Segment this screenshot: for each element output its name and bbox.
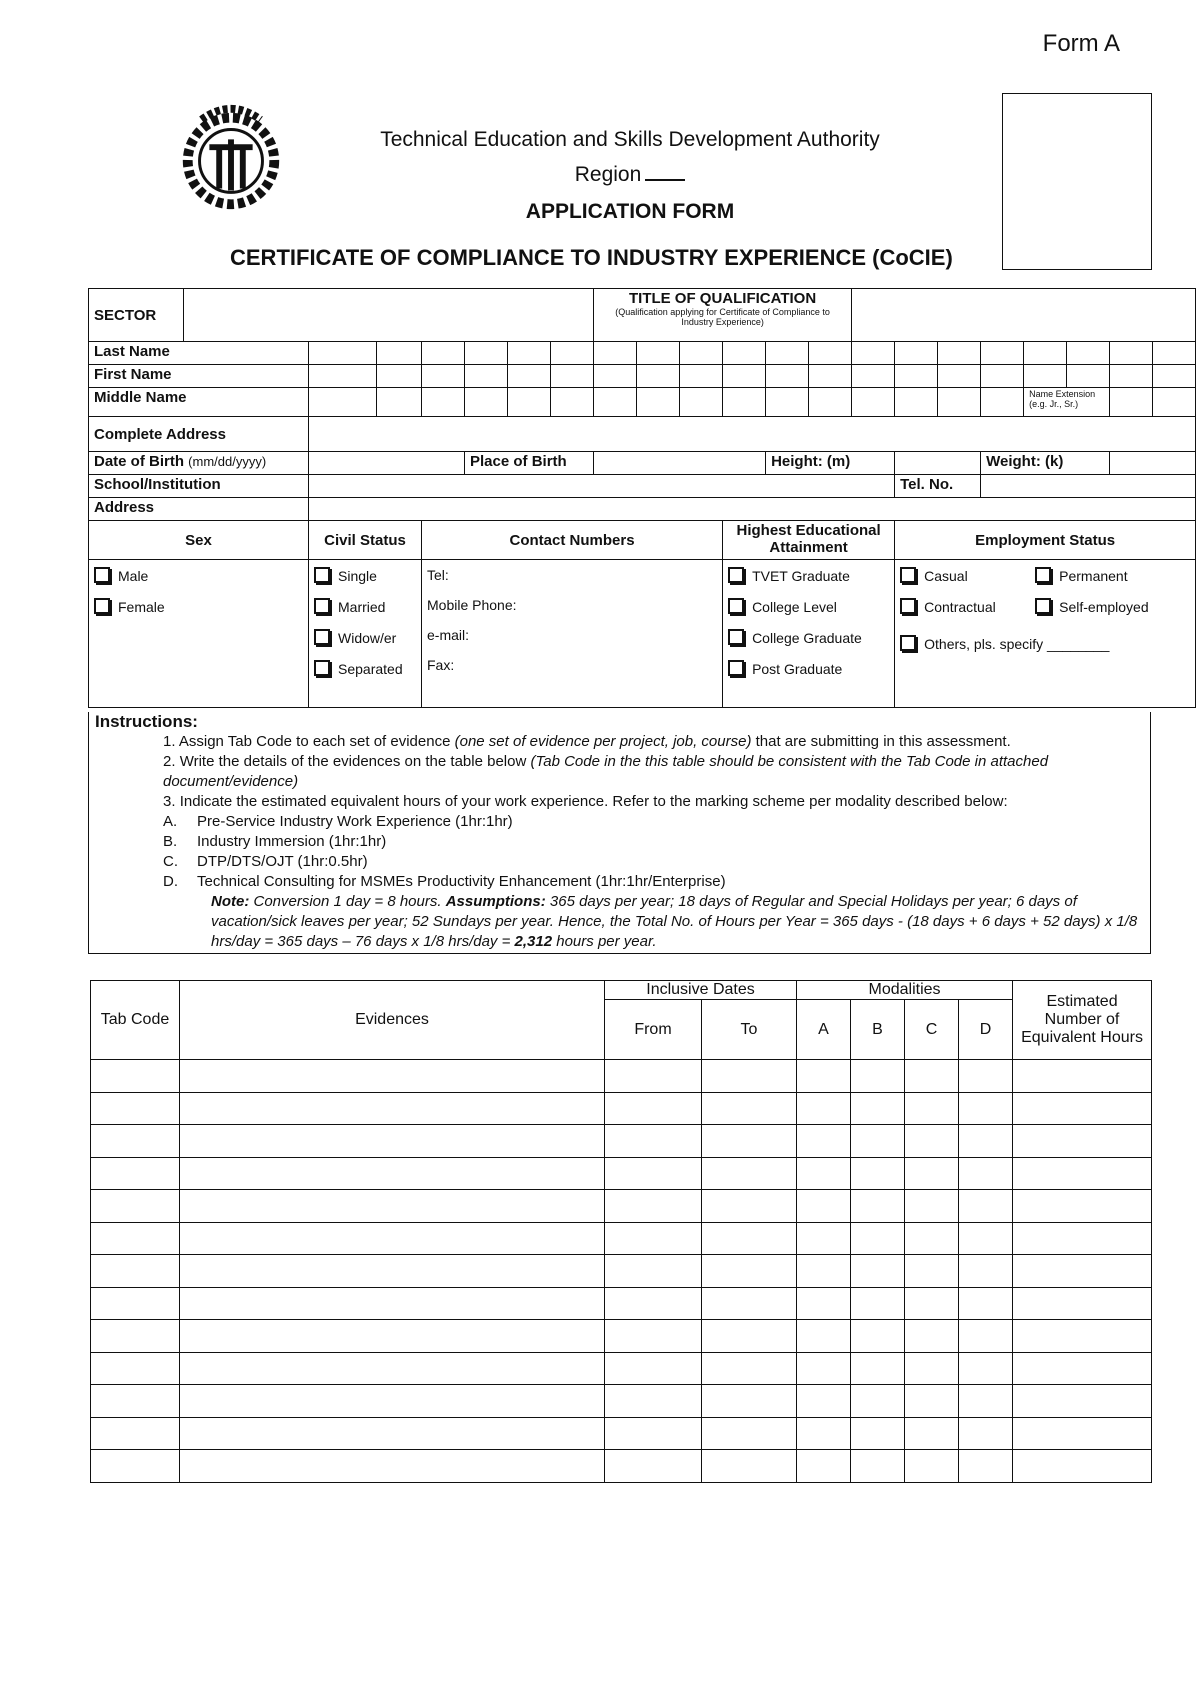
evidence-cell[interactable]	[605, 1190, 702, 1223]
photo-box[interactable]	[1002, 93, 1152, 270]
evidence-cell[interactable]	[797, 1417, 851, 1450]
first-name-label: First Name	[89, 365, 309, 388]
evidence-cell[interactable]	[91, 1190, 180, 1223]
certificate-title: CERTIFICATE OF COMPLIANCE TO INDUSTRY EXPERIENCE (CoCIE)	[230, 245, 953, 270]
checkbox-icon[interactable]	[314, 660, 330, 676]
checkbox-icon[interactable]	[728, 567, 744, 583]
civil-option-separated[interactable]: Separated	[314, 660, 416, 677]
evidence-cell[interactable]	[905, 1190, 959, 1223]
col-modalities: Modalities	[797, 981, 1013, 1000]
sector-label: SECTOR	[89, 289, 184, 342]
tel-no-input[interactable]	[981, 475, 1196, 498]
middle-name-label: Middle Name	[89, 388, 309, 417]
evidence-row	[91, 1450, 1152, 1483]
checkbox-icon[interactable]	[94, 567, 110, 583]
education-options	[723, 560, 895, 708]
evidence-cell[interactable]	[702, 1417, 797, 1450]
contact-fax[interactable]: Fax:	[427, 657, 455, 673]
evidence-cell[interactable]	[1013, 1255, 1152, 1288]
checkbox-icon[interactable]	[728, 598, 744, 614]
evidence-cell[interactable]	[1013, 1222, 1152, 1255]
evidence-row	[91, 1190, 1152, 1223]
title-qualification-text: TITLE OF QUALIFICATION	[628, 290, 817, 307]
evidence-cell[interactable]	[851, 1320, 905, 1353]
civil-option-widower[interactable]: Widow/er	[314, 629, 416, 646]
evidence-cell[interactable]	[605, 1157, 702, 1190]
evidence-cell[interactable]	[180, 1060, 605, 1093]
modalities-list	[163, 812, 1144, 892]
checkbox-icon[interactable]	[900, 635, 916, 651]
checkbox-icon[interactable]	[94, 598, 110, 614]
evidence-cell[interactable]	[702, 1157, 797, 1190]
evidence-cell[interactable]	[1013, 1125, 1152, 1158]
instructions-list	[95, 732, 1144, 892]
evidence-cell[interactable]	[851, 1060, 905, 1093]
evidence-cell[interactable]	[797, 1157, 851, 1190]
evidence-cell[interactable]	[605, 1352, 702, 1385]
checkbox-icon[interactable]	[728, 660, 744, 676]
evidence-cell[interactable]	[91, 1255, 180, 1288]
evidence-cell[interactable]	[91, 1417, 180, 1450]
evidence-cell[interactable]	[959, 1417, 1013, 1450]
evidence-cell[interactable]	[851, 1157, 905, 1190]
evidence-cell[interactable]	[797, 1222, 851, 1255]
civil-option-married[interactable]: Married	[314, 598, 416, 615]
evidence-cell[interactable]	[797, 1287, 851, 1320]
dob-text: Date of Birth	[94, 453, 184, 470]
evidence-cell[interactable]	[180, 1157, 605, 1190]
height-input[interactable]	[895, 452, 981, 475]
checkbox-icon[interactable]	[900, 598, 916, 614]
evidence-cell[interactable]	[851, 1287, 905, 1320]
evidence-cell[interactable]	[180, 1092, 605, 1125]
evidence-cell[interactable]	[605, 1417, 702, 1450]
evidence-cell[interactable]	[1013, 1450, 1152, 1483]
evidence-cell[interactable]	[959, 1157, 1013, 1190]
sex-option-female[interactable]: Female	[94, 598, 303, 615]
checkbox-icon[interactable]	[314, 629, 330, 645]
evidence-cell[interactable]	[797, 1385, 851, 1418]
evidence-cell[interactable]	[1013, 1092, 1152, 1125]
evidence-cell[interactable]	[1013, 1157, 1152, 1190]
evidence-cell[interactable]	[702, 1450, 797, 1483]
evidence-cell[interactable]	[959, 1450, 1013, 1483]
col-from: From	[605, 1000, 702, 1060]
contact-fields	[422, 560, 723, 708]
evidence-row	[91, 1060, 1152, 1093]
checkbox-icon[interactable]	[314, 598, 330, 614]
evidence-cell[interactable]	[180, 1287, 605, 1320]
form-label: Form A	[1042, 30, 1120, 57]
applicant-info-table	[88, 288, 1196, 708]
organization-name: Technical Education and Skills Development Authority	[380, 128, 880, 151]
evidence-cell[interactable]	[180, 1222, 605, 1255]
modality-item: A. Pre-Service Industry Work Experience (1hr:1hr)	[163, 813, 513, 830]
school-input[interactable]	[309, 475, 895, 498]
sex-option-male[interactable]: Male	[94, 567, 303, 584]
place-of-birth-input[interactable]	[594, 452, 766, 475]
evidence-row	[91, 1125, 1152, 1158]
instructions-title: Instructions:	[95, 712, 198, 731]
evidence-cell[interactable]	[797, 1255, 851, 1288]
dob-label	[89, 452, 309, 475]
col-mod-d: D	[959, 1000, 1013, 1060]
sector-input[interactable]	[184, 289, 594, 342]
evidence-cell[interactable]	[905, 1157, 959, 1190]
checkbox-icon[interactable]	[900, 567, 916, 583]
title-qualification-note: (Qualification applying for Certificate of Compliance to Industry Experience)	[615, 307, 830, 327]
evidence-cell[interactable]	[605, 1287, 702, 1320]
emp-option-casual[interactable]: Casual	[900, 567, 1025, 584]
evidence-cell[interactable]	[91, 1222, 180, 1255]
evidence-cell[interactable]	[91, 1092, 180, 1125]
evidence-cell[interactable]	[180, 1320, 605, 1353]
evidence-cell[interactable]	[91, 1157, 180, 1190]
edu-option-tvet[interactable]: TVET Graduate	[728, 567, 889, 584]
evidence-cell[interactable]	[797, 1320, 851, 1353]
tel-no-label: Tel. No.	[895, 475, 981, 498]
evidence-cell[interactable]	[905, 1222, 959, 1255]
evidence-cell[interactable]	[180, 1417, 605, 1450]
evidence-cell[interactable]	[605, 1450, 702, 1483]
evidence-cell[interactable]	[91, 1352, 180, 1385]
checkbox-icon[interactable]	[314, 567, 330, 583]
civil-status-options	[309, 560, 422, 708]
evidence-cell[interactable]	[797, 1060, 851, 1093]
modality-item: C. DTP/DTS/OJT (1hr:0.5hr)	[163, 853, 368, 870]
evidence-cell[interactable]	[851, 1255, 905, 1288]
modality-item: D. Technical Consulting for MSMEs Productivity Enhancement (1hr:1hr/Enterprise)	[163, 873, 726, 890]
evidence-row	[91, 1092, 1152, 1125]
complete-address-input[interactable]	[309, 417, 1196, 452]
evidence-cell[interactable]	[180, 1450, 605, 1483]
col-mod-c: C	[905, 1000, 959, 1060]
evidence-cell[interactable]	[91, 1287, 180, 1320]
evidence-cell[interactable]	[702, 1352, 797, 1385]
dob-input[interactable]	[309, 452, 465, 475]
evidence-cell[interactable]	[959, 1222, 1013, 1255]
title-qualification-input[interactable]	[852, 289, 1196, 342]
evidence-cell[interactable]	[959, 1287, 1013, 1320]
last-name-label: Last Name	[89, 342, 309, 365]
evidence-cell[interactable]	[702, 1255, 797, 1288]
evidence-cell[interactable]	[797, 1190, 851, 1223]
region-blank[interactable]	[645, 179, 685, 181]
checkbox-icon[interactable]	[728, 629, 744, 645]
evidence-cell[interactable]	[702, 1222, 797, 1255]
evidence-cell[interactable]	[180, 1255, 605, 1288]
evidence-cell[interactable]	[1013, 1060, 1152, 1093]
address-label: Address	[89, 498, 309, 521]
evidence-cell[interactable]	[605, 1060, 702, 1093]
evidence-row	[91, 1255, 1152, 1288]
evidence-cell[interactable]	[851, 1450, 905, 1483]
evidence-cell[interactable]	[605, 1222, 702, 1255]
place-of-birth-label: Place of Birth	[465, 452, 594, 475]
civil-status-title: Civil Status	[309, 521, 422, 560]
evidence-cell[interactable]	[605, 1385, 702, 1418]
contact-email[interactable]: e-mail:	[427, 627, 470, 643]
col-mod-b: B	[851, 1000, 905, 1060]
region-line	[280, 163, 980, 187]
sex-options	[89, 560, 309, 708]
evidence-cell[interactable]	[797, 1450, 851, 1483]
evidence-cell[interactable]	[905, 1450, 959, 1483]
evidence-cell[interactable]	[959, 1190, 1013, 1223]
evidence-cell[interactable]	[702, 1060, 797, 1093]
evidence-cell[interactable]	[180, 1385, 605, 1418]
evidence-cell[interactable]	[180, 1352, 605, 1385]
evidence-cell[interactable]	[797, 1352, 851, 1385]
evidence-cell[interactable]	[1013, 1417, 1152, 1450]
evidence-cell[interactable]	[1013, 1352, 1152, 1385]
address-input[interactable]	[309, 498, 1196, 521]
evidence-cell[interactable]	[905, 1352, 959, 1385]
evidence-cell[interactable]	[905, 1060, 959, 1093]
evidence-row	[91, 1157, 1152, 1190]
instruction-item: 2. Write the details of the evidences on the table below (Tab Code in the this table should be consistent with the Tab Code in attached document/evidence)	[163, 753, 1049, 790]
evidence-cell[interactable]	[959, 1320, 1013, 1353]
complete-address-label: Complete Address	[89, 417, 309, 452]
modality-item: B. Industry Immersion (1hr:1hr)	[163, 833, 387, 850]
col-estimated-hours: Estimated Number of Equivalent Hours	[1013, 981, 1152, 1060]
weight-input[interactable]	[1110, 452, 1196, 475]
evidence-cell[interactable]	[605, 1320, 702, 1353]
tesda-logo	[172, 100, 290, 218]
evidence-cell[interactable]	[702, 1320, 797, 1353]
name-extension-label: Name Extension (e.g. Jr., Sr.)	[1024, 388, 1110, 417]
evidence-cell[interactable]	[605, 1092, 702, 1125]
evidence-row	[91, 1417, 1152, 1450]
evidence-cell[interactable]	[797, 1092, 851, 1125]
col-to: To	[702, 1000, 797, 1060]
evidence-row	[91, 1352, 1152, 1385]
education-title: Highest Educational Attainment	[723, 521, 895, 560]
evidence-cell[interactable]	[959, 1092, 1013, 1125]
instruction-item: 1. Assign Tab Code to each set of evidence (one set of evidence per project, job, course) that are submitting in this assessment.	[163, 733, 1011, 750]
evidence-cell[interactable]	[905, 1125, 959, 1158]
evidence-cell[interactable]	[851, 1417, 905, 1450]
contact-tel[interactable]: Tel:	[427, 567, 449, 583]
region-label: Region	[574, 163, 642, 186]
evidence-cell[interactable]	[1013, 1287, 1152, 1320]
evidence-cell[interactable]	[905, 1320, 959, 1353]
evidence-table	[90, 980, 1152, 1483]
evidence-cell[interactable]	[1013, 1385, 1152, 1418]
evidence-row	[91, 1385, 1152, 1418]
checkbox-icon[interactable]	[1035, 598, 1051, 614]
col-evidences: Evidences	[180, 981, 605, 1060]
evidence-cell[interactable]	[851, 1092, 905, 1125]
school-label: School/Institution	[89, 475, 309, 498]
evidence-cell[interactable]	[702, 1190, 797, 1223]
title-qualification-label	[594, 289, 852, 342]
instruction-item: 3. Indicate the estimated equivalent hours of your work experience. Refer to the marking scheme per modality described below: A. Pre-Service Industry Work Experience (1hr:1hr) B. Industry Immersion (1hr:1hr) C. DTP/DTS/OJT (1hr:0.5hr) D. Technical Consulting for MSMEs Productivity Enhancement (1hr:1hr/Enterprise)	[163, 792, 1144, 892]
evidence-cell[interactable]	[702, 1092, 797, 1125]
evidence-cell[interactable]	[905, 1287, 959, 1320]
col-inclusive-dates: Inclusive Dates	[605, 981, 797, 1000]
evidence-cell[interactable]	[959, 1255, 1013, 1288]
evidence-cell[interactable]	[851, 1385, 905, 1418]
evidence-cell[interactable]	[180, 1125, 605, 1158]
evidence-cell[interactable]	[959, 1352, 1013, 1385]
evidence-cell[interactable]	[91, 1320, 180, 1353]
emp-option-others[interactable]: Others, pls. specify ________	[900, 635, 1190, 652]
conversion-note: Note: Conversion 1 day = 8 hours. Assumptions: 365 days per year; 18 days of Regular and Special Holidays per year; 6 days of vacation/sick leaves per year; 52 Sundays per year. Hence, the Total No. of Hours per Year = 365 days - (18 days + 6 days + 52 days) x 1/8 hrs/day = 365 days – 76 days x 1/8 hrs/day = 2,312 hours per year.	[211, 893, 1138, 950]
evidence-cell[interactable]	[605, 1125, 702, 1158]
evidence-cell[interactable]	[180, 1190, 605, 1223]
evidence-cell[interactable]	[959, 1125, 1013, 1158]
evidence-cell[interactable]	[702, 1385, 797, 1418]
civil-option-single[interactable]: Single	[314, 567, 416, 584]
height-label: Height: (m)	[766, 452, 895, 475]
col-mod-a: A	[797, 1000, 851, 1060]
weight-label: Weight: (k)	[981, 452, 1110, 475]
evidence-row	[91, 1287, 1152, 1320]
evidence-cell[interactable]	[91, 1125, 180, 1158]
evidence-cell[interactable]	[905, 1092, 959, 1125]
edu-option-post-graduate[interactable]: Post Graduate	[728, 660, 889, 677]
edu-option-college-graduate[interactable]: College Graduate	[728, 629, 889, 646]
evidence-rows	[91, 1060, 1152, 1483]
edu-option-college-level[interactable]: College Level	[728, 598, 889, 615]
evidence-cell[interactable]	[702, 1287, 797, 1320]
employment-title: Employment Status	[895, 521, 1196, 560]
emp-option-permanent[interactable]: Permanent	[1035, 567, 1149, 584]
evidence-cell[interactable]	[905, 1385, 959, 1418]
contact-mobile[interactable]: Mobile Phone:	[427, 597, 517, 613]
evidence-cell[interactable]	[959, 1385, 1013, 1418]
evidence-cell[interactable]	[797, 1125, 851, 1158]
evidence-cell[interactable]	[91, 1060, 180, 1093]
evidence-cell[interactable]	[702, 1125, 797, 1158]
dob-format: (mm/dd/yyyy)	[188, 454, 267, 469]
evidence-cell[interactable]	[1013, 1320, 1152, 1353]
evidence-cell[interactable]	[905, 1417, 959, 1450]
evidence-cell[interactable]	[851, 1190, 905, 1223]
evidence-row	[91, 1222, 1152, 1255]
evidence-cell[interactable]	[91, 1385, 180, 1418]
emp-option-contractual[interactable]: Contractual	[900, 598, 1025, 615]
evidence-cell[interactable]	[959, 1060, 1013, 1093]
evidence-cell[interactable]	[851, 1222, 905, 1255]
contact-title: Contact Numbers	[422, 521, 723, 560]
employment-options	[895, 560, 1196, 708]
evidence-cell[interactable]	[851, 1352, 905, 1385]
checkbox-icon[interactable]	[1035, 567, 1051, 583]
evidence-cell[interactable]	[851, 1125, 905, 1158]
col-tab-code: Tab Code	[91, 981, 180, 1060]
evidence-row	[91, 1320, 1152, 1353]
sex-title: Sex	[89, 521, 309, 560]
evidence-cell[interactable]	[905, 1255, 959, 1288]
evidence-cell[interactable]	[605, 1255, 702, 1288]
form-title: APPLICATION FORM	[525, 200, 735, 223]
emp-option-self-employed[interactable]: Self-employed	[1035, 598, 1149, 615]
evidence-cell[interactable]	[1013, 1190, 1152, 1223]
evidence-cell[interactable]	[91, 1450, 180, 1483]
instructions-section	[88, 712, 1151, 954]
